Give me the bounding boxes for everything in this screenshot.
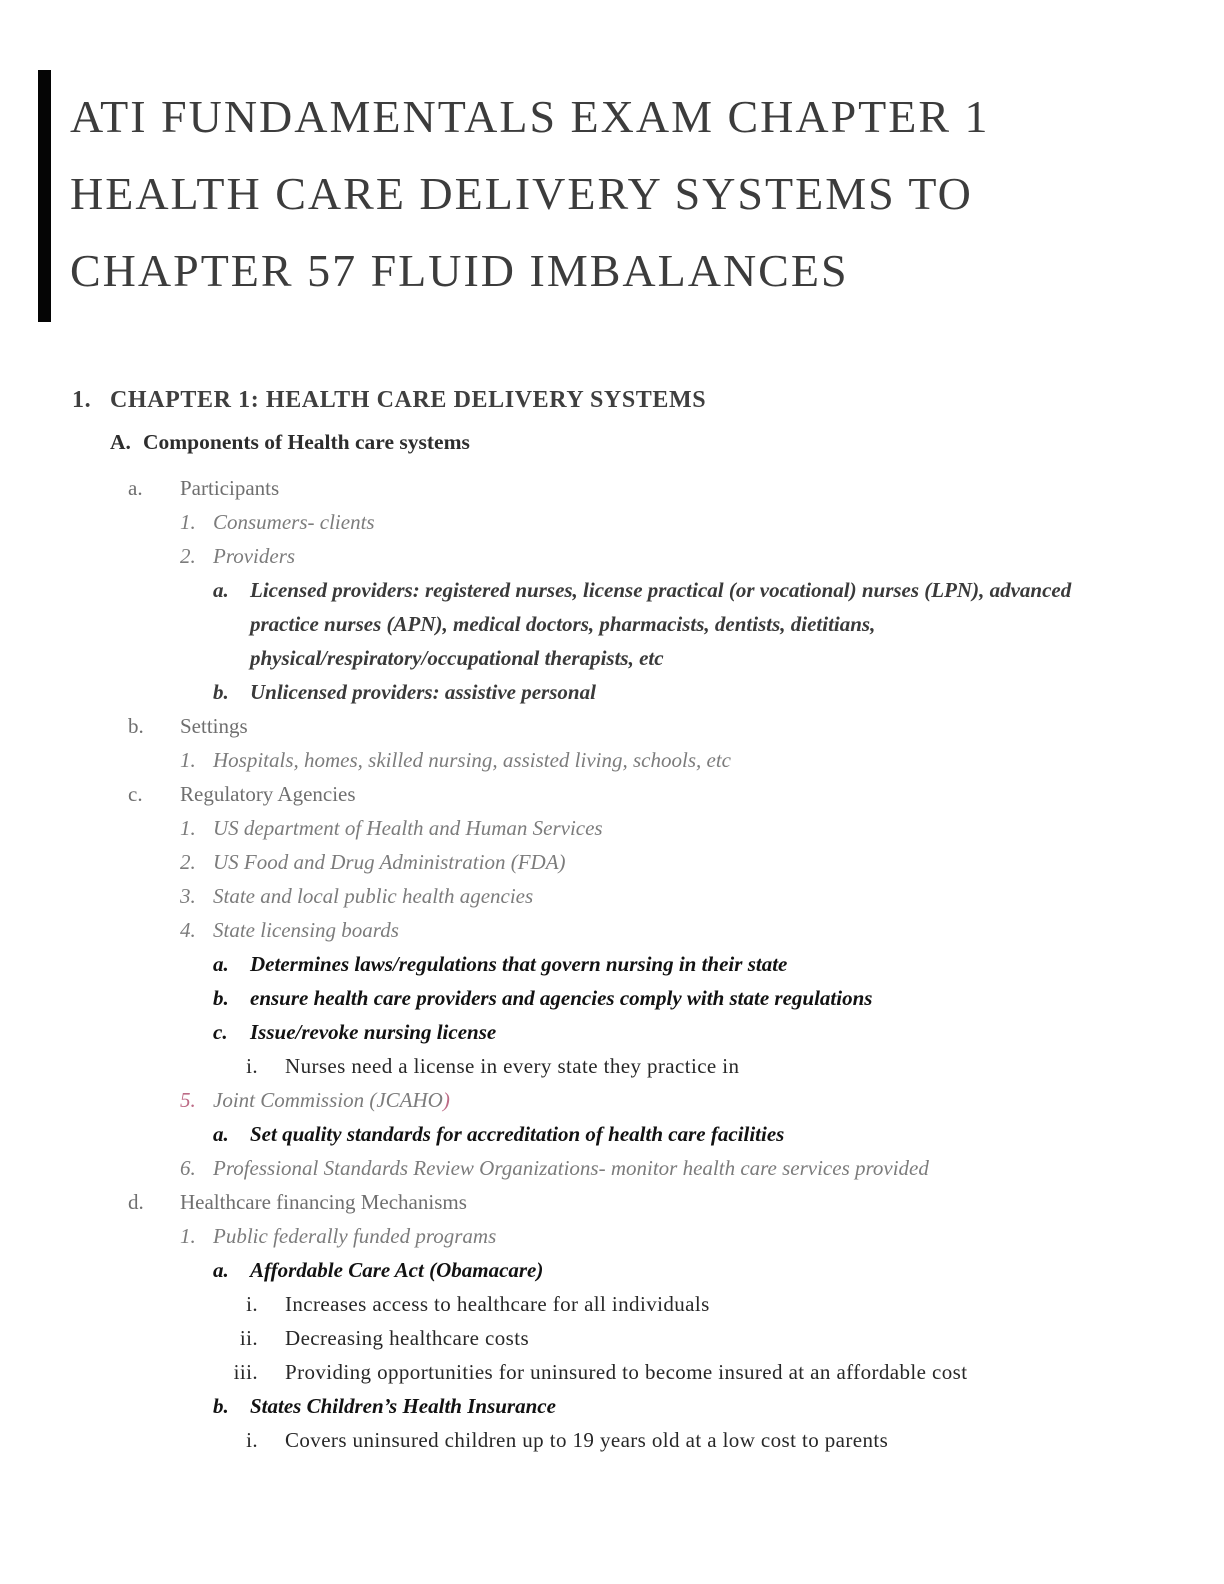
outline-item bbox=[0, 981, 1224, 1015]
list-marker: a. bbox=[213, 1258, 229, 1282]
outline-item bbox=[0, 675, 1224, 709]
list-marker: A. bbox=[110, 430, 131, 454]
outline-item-text: Regulatory Agencies bbox=[180, 782, 356, 806]
outline-item-text: Issue/revoke nursing license bbox=[250, 1020, 497, 1044]
outline-item-text: Participants bbox=[180, 476, 280, 500]
list-marker: 1. bbox=[180, 1224, 196, 1248]
page-title-line: ATI FUNDAMENTALS EXAM CHAPTER 1 bbox=[70, 91, 990, 142]
list-marker: c. bbox=[128, 782, 143, 806]
outline-item bbox=[0, 1423, 1224, 1457]
list-marker: 5. bbox=[180, 1088, 196, 1112]
outline-item bbox=[0, 505, 1224, 539]
list-marker: d. bbox=[128, 1190, 144, 1214]
outline-item bbox=[0, 913, 1224, 947]
outline-item-text: US department of Health and Human Services bbox=[213, 816, 603, 840]
list-marker: c. bbox=[213, 1020, 228, 1044]
outline-item bbox=[0, 811, 1224, 845]
outline-item bbox=[0, 709, 1224, 743]
outline-item-text: State licensing boards bbox=[213, 918, 399, 942]
list-marker: a. bbox=[213, 952, 229, 976]
outline-item-text bbox=[213, 1083, 450, 1117]
outline-item-text-main: Joint Commission (JCAHO bbox=[213, 1088, 443, 1112]
outline-item-text: Consumers- clients bbox=[213, 510, 375, 534]
outline-item-text: Providers bbox=[213, 544, 296, 568]
outline-heading-chapter-1 bbox=[0, 383, 1224, 417]
list-marker: a. bbox=[213, 578, 229, 602]
outline-item-text: Determines laws/regulations that govern nursing in their state bbox=[250, 952, 788, 976]
outline-item-text: Professional Standards Review Organizations- monitor health care services provided bbox=[213, 1156, 929, 1180]
list-marker: 2. bbox=[180, 850, 196, 874]
page-title-line: HEALTH CARE DELIVERY SYSTEMS TO bbox=[70, 168, 973, 219]
outline-item bbox=[0, 539, 1224, 573]
list-marker: b. bbox=[213, 680, 229, 704]
list-marker: ii. bbox=[239, 1326, 258, 1350]
outline-item-text: Covers uninsured children up to 19 years old at a low cost to parents bbox=[285, 1428, 889, 1452]
outline-item-text: Licensed providers: registered nurses, license practical (or vocational) nurses (LPN), advanced practice nurses (APN), medical doctors, pharmacists, dentists, dietitians, physical/respiratory/occupational therapists, etc bbox=[250, 578, 1072, 670]
list-marker: a. bbox=[128, 476, 143, 500]
list-marker: 1. bbox=[72, 387, 92, 413]
list-marker: 3. bbox=[180, 884, 196, 908]
outline-item-text: States Children’s Health Insurance bbox=[250, 1394, 556, 1418]
outline-item bbox=[0, 845, 1224, 879]
outline-item bbox=[0, 1219, 1224, 1253]
list-marker: 6. bbox=[180, 1156, 196, 1180]
outline-item bbox=[0, 1049, 1224, 1083]
outline-item-text-suffix: ) bbox=[442, 1088, 450, 1112]
list-marker: 4. bbox=[180, 918, 196, 942]
outline-item bbox=[0, 1355, 1224, 1389]
outline-item-text: Hospitals, homes, skilled nursing, assisted living, schools, etc bbox=[213, 748, 731, 772]
outline-item-text: Set quality standards for accreditation of health care facilities bbox=[250, 1122, 785, 1146]
outline-subheading-components bbox=[0, 425, 1224, 459]
outline-item bbox=[0, 1287, 1224, 1321]
outline-item-text: Affordable Care Act (Obamacare) bbox=[250, 1258, 544, 1282]
outline-item-text: Healthcare financing Mechanisms bbox=[180, 1190, 467, 1214]
list-marker: i. bbox=[246, 1054, 258, 1078]
outline-item-text: ensure health care providers and agencies comply with state regulations bbox=[250, 986, 873, 1010]
list-marker: b. bbox=[213, 1394, 229, 1418]
outline-item-text: Providing opportunities for uninsured to become insured at an affordable cost bbox=[285, 1360, 968, 1384]
list-marker: i. bbox=[246, 1428, 258, 1452]
outline-item-text: State and local public health agencies bbox=[213, 884, 534, 908]
outline-item-text: Increases access to healthcare for all individuals bbox=[285, 1292, 710, 1316]
outline-item-joint-commission bbox=[0, 1083, 1224, 1117]
list-marker: 1. bbox=[180, 510, 196, 534]
list-marker: 2. bbox=[180, 544, 196, 568]
title-accent-bar bbox=[38, 70, 51, 322]
list-marker: b. bbox=[128, 714, 144, 738]
page-title bbox=[70, 78, 1060, 309]
outline-item bbox=[0, 1253, 1224, 1287]
outline-item bbox=[0, 471, 1224, 505]
outline-item-text: Nurses need a license in every state they practice in bbox=[285, 1054, 740, 1078]
outline-item-text: Decreasing healthcare costs bbox=[285, 1326, 530, 1350]
outline-item-text: Unlicensed providers: assistive personal bbox=[250, 680, 596, 704]
list-marker: 1. bbox=[180, 748, 196, 772]
outline-item bbox=[0, 777, 1224, 811]
outline-item bbox=[0, 1321, 1224, 1355]
page-title-line: CHAPTER 57 FLUID IMBALANCES bbox=[70, 245, 849, 296]
outline-item bbox=[0, 1015, 1224, 1049]
outline-item-text: US Food and Drug Administration (FDA) bbox=[213, 850, 566, 874]
list-marker: iii. bbox=[233, 1360, 258, 1384]
outline-item-text: Public federally funded programs bbox=[213, 1224, 497, 1248]
outline-item bbox=[0, 947, 1224, 981]
outline-item-text: Components of Health care systems bbox=[143, 430, 470, 454]
outline-item bbox=[0, 1185, 1224, 1219]
list-marker: i. bbox=[246, 1292, 258, 1316]
outline-item bbox=[0, 743, 1224, 777]
list-marker: 1. bbox=[180, 816, 196, 840]
outline-item-text: CHAPTER 1: HEALTH CARE DELIVERY SYSTEMS bbox=[110, 387, 707, 413]
outline bbox=[0, 383, 1224, 1457]
outline-item bbox=[0, 1117, 1224, 1151]
outline-item bbox=[0, 573, 1224, 675]
list-marker: b. bbox=[213, 986, 229, 1010]
outline-item bbox=[0, 1151, 1224, 1185]
list-marker: a. bbox=[213, 1122, 229, 1146]
outline-item-text: Settings bbox=[180, 714, 248, 738]
outline-item bbox=[0, 879, 1224, 913]
outline-item bbox=[0, 1389, 1224, 1423]
